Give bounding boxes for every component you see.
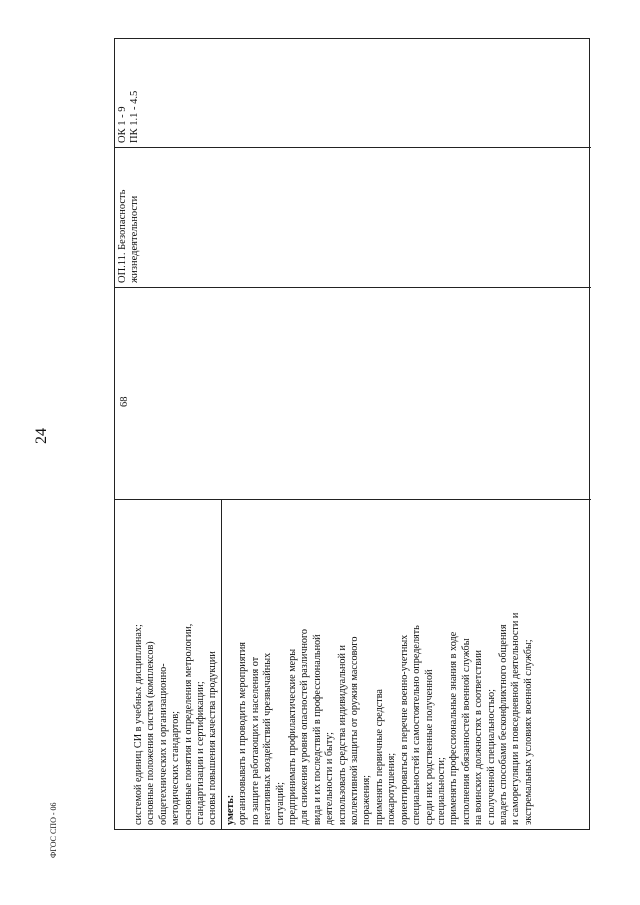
page-number: 24	[33, 428, 50, 444]
text-line: применять первичные средства	[373, 689, 385, 825]
text-line: системой единиц СИ в учебных дисциплинах;	[133, 624, 144, 825]
text-line: по защите работающих и населения от	[249, 656, 261, 825]
text-line: уметь:	[225, 794, 236, 825]
text-line: применять профессиональные знания в ходе	[448, 631, 460, 825]
discipline-line: ОП.11. Безопасность	[117, 189, 128, 283]
text-line: методических стандартов;	[170, 711, 182, 825]
text-line: коллективной защиты от оружия массового	[349, 636, 361, 825]
text-line: основные положения систем (комплексов)	[145, 641, 157, 825]
text-line: основные понятия и определения метрологии,	[182, 623, 194, 825]
text-line: и саморегуляции в повседневной деятельности и	[510, 612, 522, 825]
text-line: ситуаций;	[274, 782, 286, 825]
competency-line: ПК 1.1 - 4.5	[129, 90, 141, 143]
text-line: экстремальных условиях военной службы;	[522, 639, 534, 825]
text-line: использовать средства индивидуальной и	[336, 645, 348, 825]
text-line: поражения;	[361, 774, 373, 825]
text-line: для снижения уровня опасностей различного	[299, 628, 311, 825]
text-line: деятельности и быту;	[324, 731, 336, 825]
text-line: основы повышения качества продукции	[207, 651, 219, 825]
competencies-column	[115, 37, 591, 147]
curriculum-table	[114, 38, 590, 830]
hours-value: 68	[119, 396, 130, 407]
discipline-name	[117, 190, 142, 283]
footer-standard-label: ФГОС СПО - 06	[49, 802, 58, 858]
skills-cell	[225, 613, 535, 825]
text-line: организовывать и проводить мероприятия	[237, 642, 249, 825]
text-line: ориентироваться в перечне военно-учетных	[398, 634, 410, 825]
row-divider	[221, 499, 222, 829]
text-line: исполнения обязанностей военной службы	[460, 638, 472, 825]
text-line: предпринимать профилактические меры	[287, 648, 299, 825]
discipline-line: жизнедеятельности	[129, 195, 141, 283]
text-line: пожаротушения;	[386, 752, 398, 825]
discipline-column	[115, 147, 591, 287]
text-line: с полученной специальностью;	[485, 689, 497, 825]
text-line: негативных воздействий чрезвычайных	[262, 652, 274, 825]
text-line: специальности;	[435, 757, 447, 825]
hours-column	[115, 287, 591, 499]
text-line: общетехнических и организационно-	[157, 663, 169, 825]
text-line: среди них родственные полученной	[423, 669, 435, 825]
text-line: на воинских должностях в соответствии	[473, 650, 485, 825]
competency-line: ОК 1 - 9	[117, 106, 128, 143]
text-line: владеть способами бесконфликтного общения	[497, 624, 509, 825]
knowledge-cell	[133, 624, 220, 825]
content-column	[115, 499, 591, 829]
text-line: вида и их последствий в профессиональной	[311, 634, 323, 825]
text-line: специальностей и самостоятельно определять	[411, 625, 423, 825]
text-line: стандартизации и сертификации;	[195, 681, 207, 825]
competency-codes	[117, 91, 142, 143]
